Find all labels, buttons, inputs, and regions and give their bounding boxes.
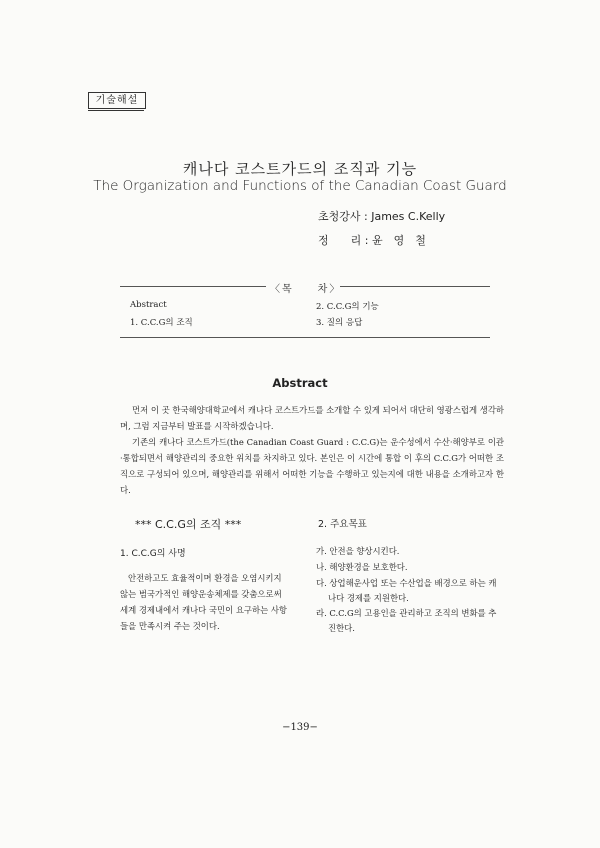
toc-item-qa: 3. 질의 응답	[316, 318, 363, 328]
section-1-heading: *** C.C.G의 조직 ***	[135, 518, 242, 531]
goal-item: 나. 해양환경을 보호한다.	[316, 562, 408, 572]
abstract-heading: Abstract	[272, 376, 328, 390]
goal-item: 가. 안전을 향상시킨다.	[316, 546, 400, 556]
category-tag-underline	[88, 110, 144, 111]
section-2-heading: 2. 주요목표	[318, 519, 367, 530]
section-1-subheading: 1. C.C.G의 사명	[120, 549, 186, 559]
category-tag: 기술해설	[88, 92, 146, 109]
toc-item-abstract: Abstract	[130, 300, 167, 310]
section-1-body: 안전하고도 효율적이며 환경을 오염시키지 않는 범국가적인 해양운송체제를 갖춤으로써 세계 경제내에서 캐나다 국민이 요구하는 사항들을 만족시켜 주는 것이다.	[120, 573, 288, 631]
toc-rule-left	[120, 286, 266, 287]
goal-item: 다. 상업해운사업 또는 수산업을 배경으로 하는 캐나다 경제를 지원한다.	[316, 578, 497, 603]
abstract-paragraph-2: 기존의 캐나다 코스트가드(the Canadian Coast Guard : C.C.G)는 운수성에서 수산·해양부로 이관·통합되면서 해양관리의 중요한 위치를 차지하고 있다. 본인은 이 시간에 통합 이 후의 C.C.G가 어떠한 조직으로 구성되어 있으며, 해양관리를 위해서 어떠한 기능을 수행하고 있는지에 대한 내용을 소개하고자 한다.	[120, 437, 504, 495]
toc-item-organization: 1. C.C.G의 조직	[130, 318, 193, 328]
page-number: −139−	[282, 722, 318, 733]
toc-heading: 〈목 차〉	[270, 284, 342, 295]
abstract-paragraph-1: 먼저 이 곳 한국해양대학교에서 캐나다 코스트가드를 소개할 수 있게 되어서 대단히 영광스럽게 생각하며, 그럼 지금부터 발표를 시작하겠습니다.	[120, 405, 504, 431]
toc-rule-right	[340, 286, 490, 287]
title-korean: 캐나다 코스트가드의 조직과 기능	[182, 160, 418, 178]
goal-item: 라. C.C.G의 고용인을 관리하고 조직의 변화를 추진한다.	[316, 608, 497, 633]
editor-credit: 정 리 : 윤 영 철	[318, 234, 426, 247]
toc-rule-bottom	[120, 337, 490, 338]
toc-item-functions: 2. C.C.G의 기능	[316, 302, 379, 312]
speaker-credit: 초청강사 : James C.Kelly	[318, 210, 446, 223]
title-english: The Organization and Functions of the Canadian Coast Guard	[93, 178, 507, 194]
